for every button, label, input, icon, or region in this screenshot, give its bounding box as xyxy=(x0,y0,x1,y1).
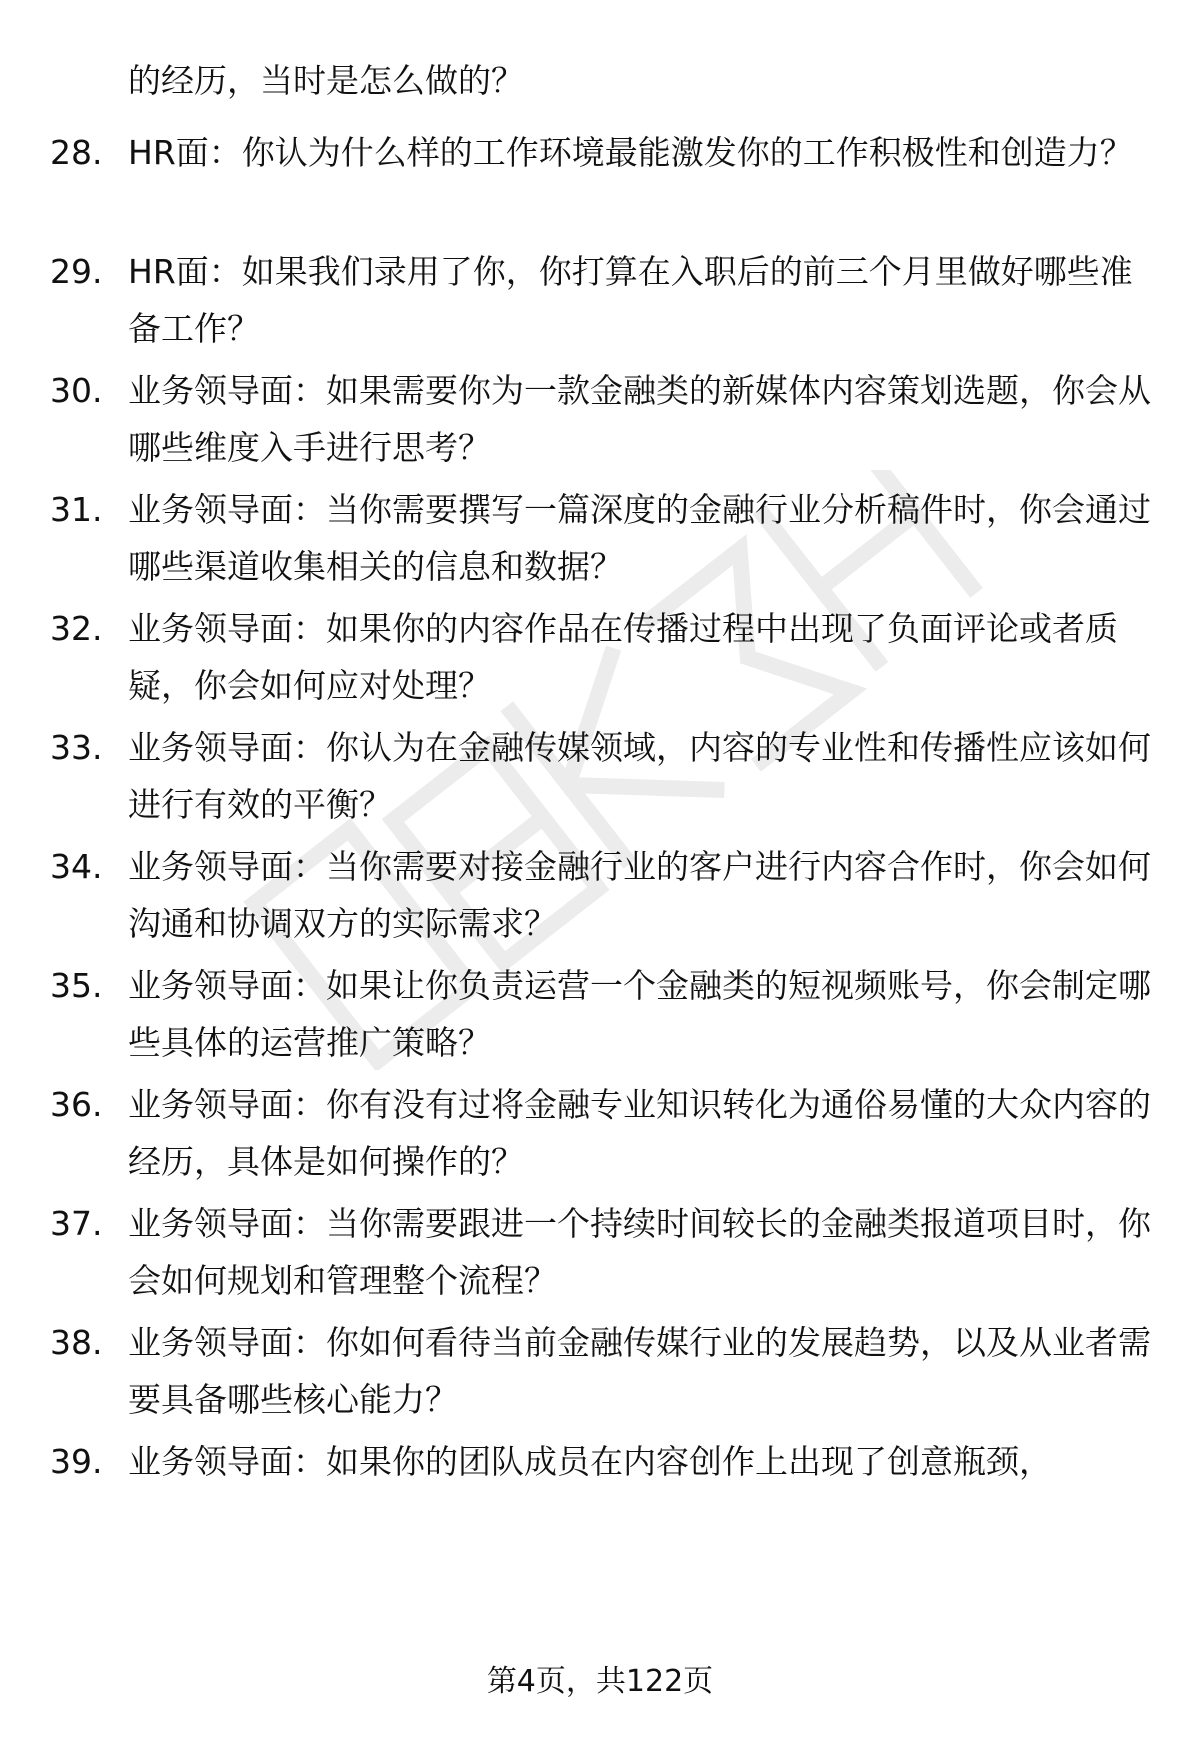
question-item xyxy=(50,243,1160,357)
question-item xyxy=(50,1314,1160,1428)
question-number: 37. xyxy=(50,1204,103,1243)
question-item xyxy=(50,1076,1160,1190)
question-text: 业务领导面：你认为在金融传媒领域，内容的专业性和传播性应该如何进行有效的平衡？ xyxy=(128,728,1151,824)
question-number: 39. xyxy=(50,1442,103,1481)
question-item xyxy=(50,124,1160,181)
question-number: 38. xyxy=(50,1323,103,1362)
question-number: 35. xyxy=(50,966,103,1005)
question-number: 29. xyxy=(50,252,103,291)
question-item xyxy=(50,957,1160,1071)
question-text: 业务领导面：当你需要对接金融行业的客户进行内容合作时，你会如何沟通和协调双方的实际需求？ xyxy=(128,847,1151,943)
question-number: 28. xyxy=(50,133,103,172)
question-number: 30. xyxy=(50,371,103,410)
question-number: 33. xyxy=(50,728,103,767)
question-text: HR面：你认为什么样的工作环境最能激发你的工作积极性和创造力？ xyxy=(128,133,1133,172)
question-item xyxy=(50,1195,1160,1309)
question-text: 业务领导面：当你需要跟进一个持续时间较长的金融类报道项目时，你会如何规划和管理整个流程？ xyxy=(128,1204,1151,1300)
question-item xyxy=(50,1433,1160,1490)
question-text: 业务领导面：如果你的团队成员在内容创作上出现了创意瓶颈， xyxy=(128,1442,1052,1481)
question-text: 业务领导面：如果让你负责运营一个金融类的短视频账号，你会制定哪些具体的运营推广策略？ xyxy=(128,966,1151,1062)
question-number: 31. xyxy=(50,490,103,529)
question-text: 业务领导面：如果需要你为一款金融类的新媒体内容策划选题，你会从哪些维度入手进行思考？ xyxy=(128,371,1151,467)
page-footer: 第4页，共122页 xyxy=(486,1664,714,1699)
question-item xyxy=(50,719,1160,833)
question-item xyxy=(50,481,1160,595)
question-item xyxy=(50,362,1160,476)
question-item xyxy=(50,838,1160,952)
question-text: 业务领导面：你有没有过将金融专业知识转化为通俗易懂的大众内容的经历，具体是如何操作的？ xyxy=(128,1085,1151,1181)
question-number: 34. xyxy=(50,847,103,886)
question-number: 32. xyxy=(50,609,103,648)
question-item xyxy=(50,600,1160,714)
question-number: 36. xyxy=(50,1085,103,1124)
question-text: 业务领导面：你如何看待当前金融传媒行业的发展趋势，以及从业者需要具备哪些核心能力？ xyxy=(128,1323,1151,1419)
continuation-text: 的经历，当时是怎么做的？ xyxy=(128,61,524,100)
question-text: 业务领导面：当你需要撰写一篇深度的金融行业分析稿件时，你会通过哪些渠道收集相关的信息和数据？ xyxy=(128,490,1151,586)
question-text: HR面：如果我们录用了你，你打算在入职后的前三个月里做好哪些准备工作？ xyxy=(128,252,1133,348)
question-text: 业务领导面：如果你的内容作品在传播过程中出现了负面评论或者质疑，你会如何应对处理？ xyxy=(128,609,1118,705)
